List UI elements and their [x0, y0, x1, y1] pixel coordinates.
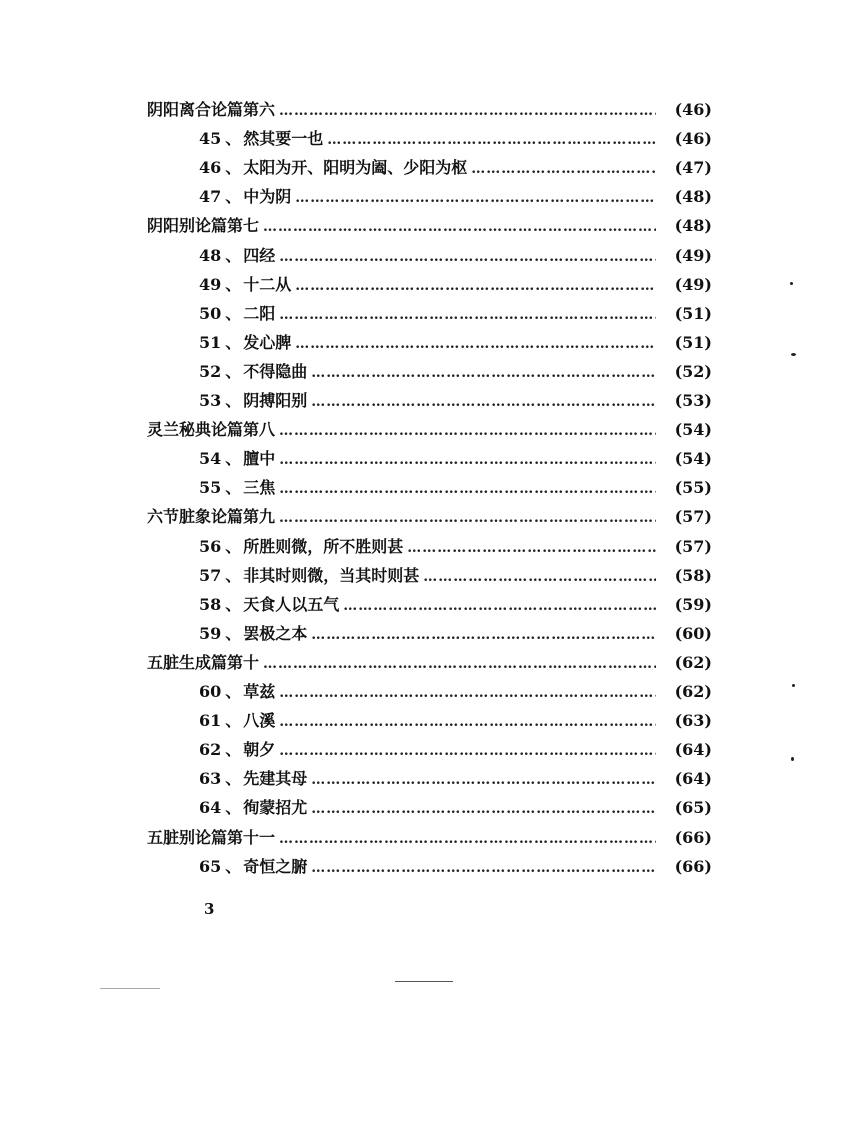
toc-item-separator: 、 — [225, 769, 242, 789]
toc-page-ref: (54) — [674, 449, 712, 469]
toc-chapter-title: 阴阳别论篇第七 — [147, 216, 260, 236]
toc-item-separator: 、 — [225, 565, 242, 585]
toc-item-number: 47 — [199, 187, 222, 207]
toc-chapter-row — [147, 505, 712, 529]
toc-item-title: 先建其母 — [243, 769, 308, 789]
toc-item-row — [199, 156, 712, 180]
toc-page-ref: (47) — [674, 158, 712, 178]
scan-mark — [100, 988, 160, 989]
toc-item-number: 53 — [199, 391, 222, 410]
dot-leader — [279, 245, 656, 269]
toc-page-ref: (63) — [674, 711, 712, 731]
toc-page-ref: (51) — [674, 303, 712, 323]
toc-item-row — [199, 273, 712, 297]
dot-leader — [327, 128, 656, 152]
toc-item-row — [199, 127, 712, 151]
dot-leader — [279, 506, 656, 530]
toc-item-title: 四经 — [243, 245, 276, 265]
toc-item-number: 63 — [199, 769, 222, 789]
toc-item-number: 57 — [199, 565, 222, 585]
toc-chapter-row — [147, 214, 712, 238]
dot-leader — [279, 477, 656, 501]
toc-item-separator: 、 — [225, 798, 242, 818]
toc-item-separator: 、 — [225, 856, 242, 876]
toc-item-title: 三焦 — [243, 478, 276, 498]
toc-page-ref: (49) — [674, 245, 712, 265]
toc-item-number: 49 — [199, 274, 222, 294]
toc-item-separator: 、 — [225, 623, 242, 643]
toc-page-ref: (64) — [674, 769, 712, 789]
toc-item-separator: 、 — [225, 682, 242, 701]
toc-item-title: 天食人以五气 — [243, 594, 340, 614]
toc-chapter-title: 五脏生成篇第十 — [147, 652, 260, 672]
toc-item-number: 61 — [199, 711, 222, 731]
dot-leader — [263, 652, 656, 676]
toc-page-ref: (60) — [674, 623, 712, 643]
toc-item-number: 46 — [199, 158, 222, 178]
toc-item-separator: 、 — [225, 478, 242, 498]
toc-item-title: 然其要一也 — [243, 129, 324, 149]
toc-page-ref: (49) — [674, 274, 712, 294]
toc-item-separator: 、 — [225, 245, 242, 265]
toc-item-number: 62 — [199, 740, 222, 760]
toc-page-ref: (62) — [674, 652, 712, 672]
toc-item-title: 不得隐曲 — [243, 361, 308, 381]
toc-item-title: 徇蒙招尤 — [243, 798, 308, 818]
scan-speck — [791, 757, 794, 761]
dot-leader — [279, 827, 656, 851]
toc-item-title: 八溪 — [243, 711, 276, 731]
toc-page-ref: (57) — [674, 507, 712, 527]
toc-item-number: 51 — [199, 332, 222, 352]
toc-item-title: 朝夕 — [243, 740, 276, 760]
dot-leader — [311, 623, 656, 647]
toc-item-row — [199, 447, 712, 471]
toc-page-ref: (66) — [674, 827, 712, 847]
dot-leader — [423, 565, 656, 589]
toc-chapter-row — [147, 826, 712, 850]
toc-item-title: 草兹 — [243, 682, 276, 701]
toc-item-number: 59 — [199, 623, 222, 643]
toc-item-separator: 、 — [225, 303, 242, 323]
toc-item-title: 非其时则微，当其时则甚 — [243, 565, 420, 585]
toc-item-number: 58 — [199, 594, 222, 614]
toc-page-ref: (52) — [674, 361, 712, 381]
dot-leader — [263, 215, 656, 239]
toc-item-title: 十二从 — [243, 274, 292, 294]
dot-leader — [279, 303, 656, 327]
dot-leader — [407, 536, 656, 560]
toc-item-number: 52 — [199, 361, 222, 381]
toc-item-title: 太阳为开、阳明为阖、少阳为枢 — [243, 158, 468, 178]
toc-item-number: 55 — [199, 478, 222, 498]
page-number: 3 — [204, 900, 215, 918]
toc-chapter-title: 六节脏象论篇第九 — [147, 507, 276, 527]
toc-item-title: 二阳 — [243, 303, 276, 323]
dot-leader — [279, 681, 656, 705]
toc-page-ref: (46) — [674, 100, 712, 119]
scan-speck — [791, 353, 796, 356]
dot-leader — [311, 390, 656, 414]
toc-page-ref: (48) — [674, 216, 712, 236]
toc-item-title: 罢极之本 — [243, 623, 308, 643]
toc-item-row — [199, 593, 712, 617]
toc-item-row — [199, 796, 712, 820]
toc-page-ref: (65) — [674, 798, 712, 818]
toc-item-row — [199, 738, 712, 762]
toc-item-number: 60 — [199, 682, 222, 701]
toc-item-row — [199, 709, 712, 733]
toc-page-ref: (66) — [674, 856, 712, 876]
dot-leader — [311, 768, 656, 792]
toc-chapter-title: 阴阳离合论篇第六 — [147, 100, 276, 119]
toc-item-number: 50 — [199, 303, 222, 323]
toc-item-separator: 、 — [225, 711, 242, 731]
toc-item-separator: 、 — [225, 361, 242, 381]
toc-item-row — [199, 389, 712, 413]
dot-leader — [311, 797, 656, 821]
toc-item-number: 65 — [199, 856, 222, 876]
toc-page-ref: (55) — [674, 478, 712, 498]
toc-item-number: 45 — [199, 129, 222, 149]
dot-leader — [279, 739, 656, 763]
toc-item-row — [199, 680, 712, 704]
toc-item-row — [199, 535, 712, 559]
toc-item-number: 48 — [199, 245, 222, 265]
toc-page-ref: (58) — [674, 565, 712, 585]
toc-item-row — [199, 767, 712, 791]
scan-speck — [790, 282, 793, 285]
toc-item-separator: 、 — [225, 187, 242, 207]
toc-item-title: 发心脾 — [243, 332, 292, 352]
toc-item-row — [199, 855, 712, 879]
dot-leader — [311, 856, 656, 880]
toc-item-separator: 、 — [225, 740, 242, 760]
toc-item-separator: 、 — [225, 594, 242, 614]
toc-item-row — [199, 331, 712, 355]
toc-item-separator: 、 — [225, 129, 242, 149]
toc-chapter-title: 五脏别论篇第十一 — [147, 827, 276, 847]
dot-leader — [279, 448, 656, 472]
toc-item-row — [199, 564, 712, 588]
toc-page-ref: (64) — [674, 740, 712, 760]
toc-item-row — [199, 360, 712, 384]
toc-page-ref: (48) — [674, 187, 712, 207]
toc-item-separator: 、 — [225, 274, 242, 294]
toc-page-ref: (53) — [674, 391, 712, 410]
dot-leader — [471, 157, 656, 181]
toc-page-ref: (54) — [674, 420, 712, 440]
dot-leader — [295, 186, 656, 210]
dot-leader — [295, 332, 656, 356]
toc-page-ref: (51) — [674, 332, 712, 352]
dot-leader — [279, 710, 656, 734]
toc-item-number: 54 — [199, 449, 222, 469]
toc-item-row — [199, 302, 712, 326]
toc-item-title: 膻中 — [243, 449, 276, 469]
toc-item-separator: 、 — [225, 391, 242, 410]
toc-page-ref: (59) — [674, 594, 712, 614]
toc-page-ref: (62) — [674, 682, 712, 701]
toc-item-separator: 、 — [225, 332, 242, 352]
toc-item-row — [199, 622, 712, 646]
toc-chapter-row — [147, 98, 712, 122]
toc-page-ref: (57) — [674, 536, 712, 556]
toc-item-title: 阴搏阳别 — [243, 391, 308, 410]
dot-leader — [295, 274, 656, 298]
toc-item-row — [199, 185, 712, 209]
toc-item-title: 中为阴 — [243, 187, 292, 207]
toc-item-number: 56 — [199, 536, 222, 556]
toc-chapter-title: 灵兰秘典论篇第八 — [147, 420, 276, 440]
dot-leader — [279, 419, 656, 443]
dot-leader — [279, 99, 656, 123]
toc-item-number: 64 — [199, 798, 222, 818]
dot-leader — [311, 361, 656, 385]
toc-page-ref: (46) — [674, 129, 712, 149]
scan-speck — [792, 684, 795, 687]
toc-item-title: 奇恒之腑 — [243, 856, 308, 876]
scan-mark — [395, 981, 453, 982]
toc-chapter-row — [147, 651, 712, 675]
toc-chapter-row — [147, 418, 712, 442]
toc-item-separator: 、 — [225, 536, 242, 556]
toc-item-title: 所胜则微，所不胜则甚 — [243, 536, 404, 556]
toc-item-row — [199, 244, 712, 268]
dot-leader — [343, 594, 656, 618]
toc-item-separator: 、 — [225, 158, 242, 178]
toc-item-separator: 、 — [225, 449, 242, 469]
toc-item-row — [199, 476, 712, 500]
